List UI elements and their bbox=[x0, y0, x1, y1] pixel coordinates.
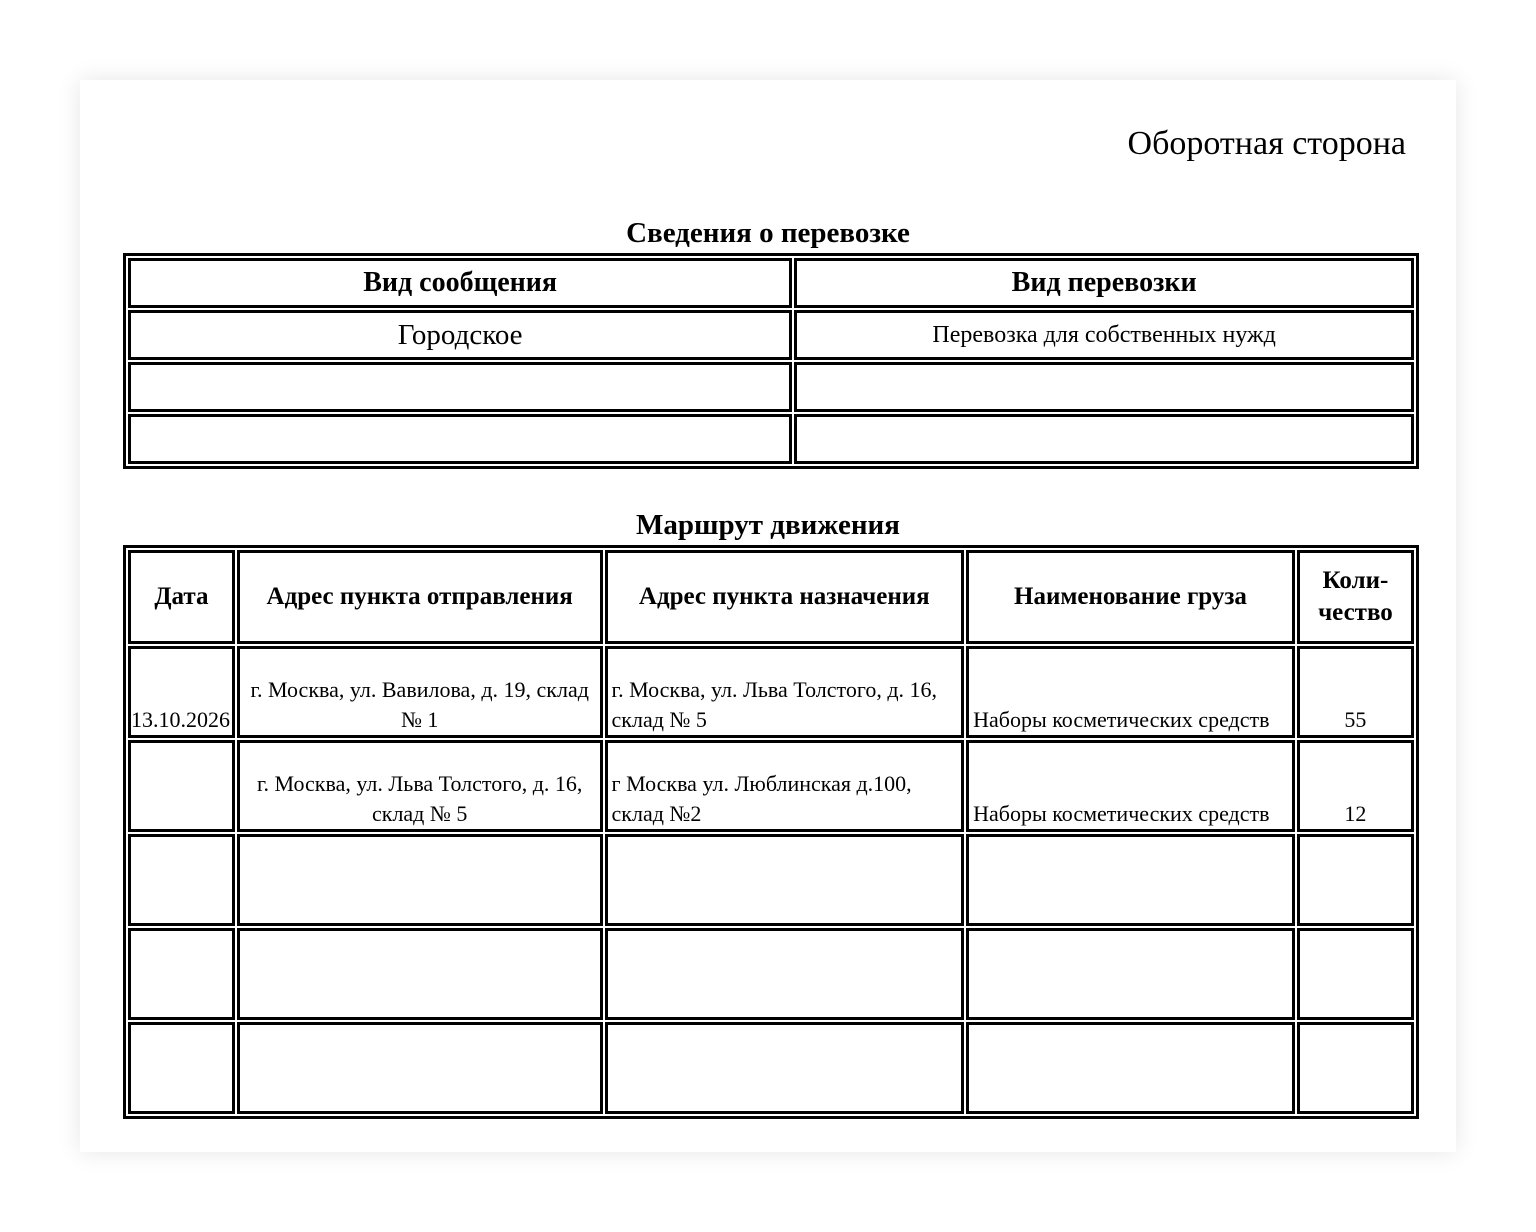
cell-to bbox=[605, 1022, 965, 1114]
header-to: Адрес пункта назначения bbox=[605, 550, 965, 644]
cell-cargo bbox=[966, 1022, 1295, 1114]
cell-from bbox=[237, 1022, 603, 1114]
cell-from bbox=[237, 834, 603, 926]
cell-transport-type bbox=[794, 414, 1414, 464]
cell-cargo bbox=[966, 834, 1295, 926]
cell-cargo: Наборы косметических средств bbox=[966, 646, 1295, 738]
header-transport-type: Вид перевозки bbox=[794, 258, 1414, 308]
table-row bbox=[128, 834, 1414, 926]
header-cargo: Наименование груза bbox=[966, 550, 1295, 644]
table-row bbox=[128, 1022, 1414, 1114]
table-row bbox=[128, 740, 1414, 832]
header-message-type: Вид сообщения bbox=[128, 258, 792, 308]
cell-transport-type bbox=[794, 362, 1414, 412]
header-qty-line2: чество bbox=[1318, 599, 1393, 626]
header-date: Дата bbox=[128, 550, 235, 644]
cell-qty: 55 bbox=[1297, 646, 1414, 738]
cell-message-type bbox=[128, 414, 792, 464]
cell-from: г. Москва, ул. Льва Толстого, д. 16, склад № 5 bbox=[237, 740, 603, 832]
cell-cargo: Наборы косметических средств bbox=[966, 740, 1295, 832]
cell-from bbox=[237, 928, 603, 1020]
table-header-row bbox=[128, 258, 1414, 308]
cell-qty bbox=[1297, 928, 1414, 1020]
table-header-row bbox=[128, 550, 1414, 644]
header-from: Адрес пункта отправления bbox=[237, 550, 603, 644]
table-row bbox=[128, 928, 1414, 1020]
cell-qty: 12 bbox=[1297, 740, 1414, 832]
side-label: Оборотная сторона bbox=[1127, 125, 1406, 162]
document-page bbox=[80, 80, 1456, 1152]
cell-qty bbox=[1297, 834, 1414, 926]
table-row bbox=[128, 362, 1414, 412]
route-title: Маршрут движения bbox=[636, 509, 900, 541]
cell-cargo bbox=[966, 928, 1295, 1020]
cell-to: г Москва ул. Люблинская д.100, склад №2 bbox=[605, 740, 965, 832]
cell-date bbox=[128, 740, 235, 832]
cell-date bbox=[128, 834, 235, 926]
cell-date bbox=[128, 928, 235, 1020]
table-row bbox=[128, 646, 1414, 738]
table-row bbox=[128, 414, 1414, 464]
cell-to bbox=[605, 928, 965, 1020]
transport-info-table bbox=[123, 253, 1419, 469]
cell-qty bbox=[1297, 1022, 1414, 1114]
transport-info-title: Сведения о перевозке bbox=[626, 217, 910, 249]
cell-message-type: Городское bbox=[128, 310, 792, 360]
cell-to bbox=[605, 834, 965, 926]
cell-transport-type: Перевозка для собственных нужд bbox=[794, 310, 1414, 360]
header-qty-line1: Коли- bbox=[1322, 567, 1389, 594]
table-row bbox=[128, 310, 1414, 360]
route-table bbox=[123, 545, 1419, 1119]
cell-date bbox=[128, 1022, 235, 1114]
header-qty bbox=[1297, 550, 1414, 644]
cell-message-type bbox=[128, 362, 792, 412]
cell-to: г. Москва, ул. Льва Толстого, д. 16, склад № 5 bbox=[605, 646, 965, 738]
cell-date: 13.10.2026 bbox=[128, 646, 235, 738]
cell-from: г. Москва, ул. Вавилова, д. 19, склад № 1 bbox=[237, 646, 603, 738]
